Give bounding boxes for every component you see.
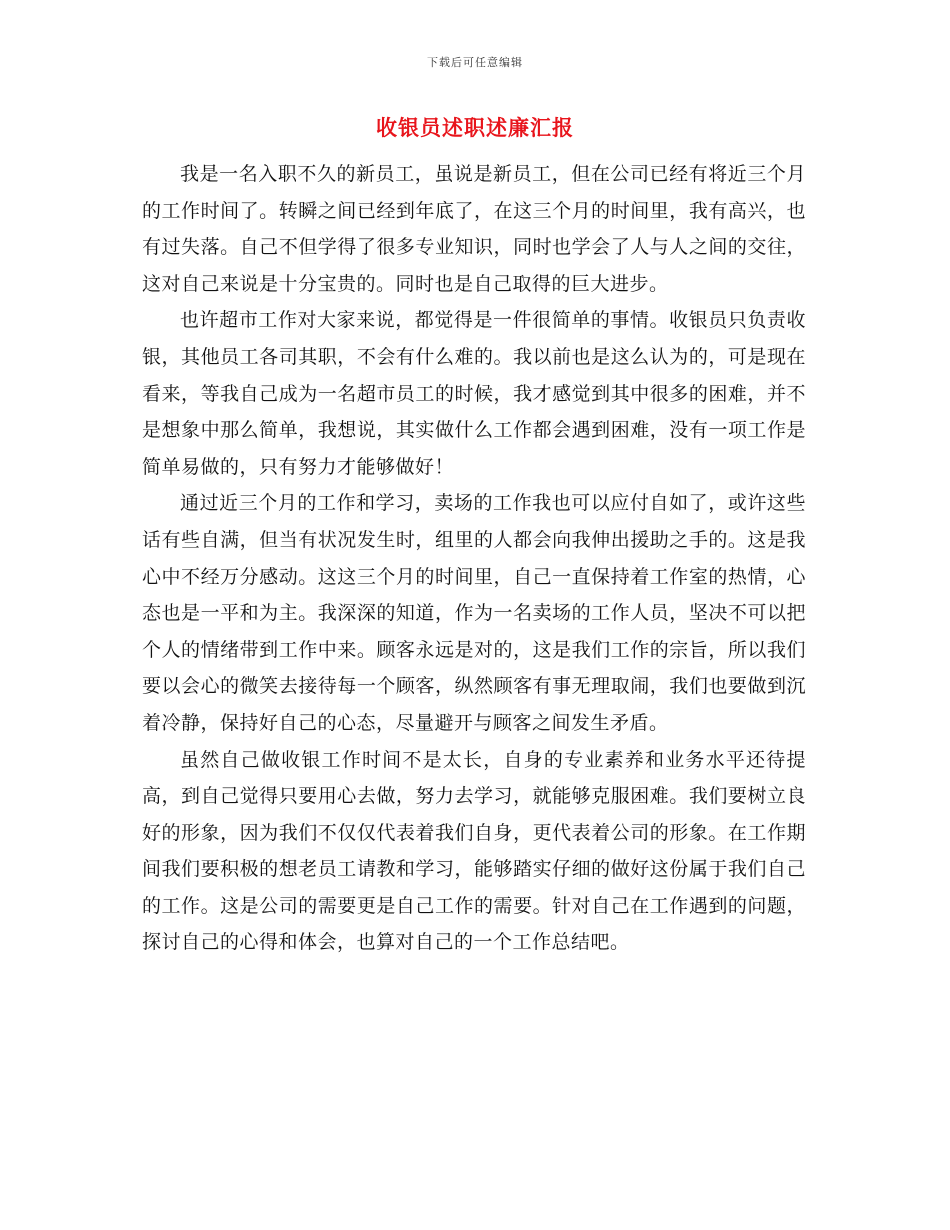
document-title: 收银员述职述廉汇报	[376, 115, 574, 140]
document-body	[142, 156, 806, 961]
paragraph: 我是一名入职不久的新员工，虽说是新员工，但在公司已经有将近三个月的工作时间了。转瞬之间已经到年底了，在这三个月的时间里，我有高兴，也有过失落。自己不但学得了很多专业知识，同时也学会了人与人之间的交往，这对自己来说是十分宝贵的。同时也是自己取得的巨大进步。	[142, 163, 806, 295]
header-note: 下载后可任意编辑	[427, 56, 523, 69]
paragraph: 虽然自己做收银工作时间不是太长，自身的专业素养和业务水平还待提高，到自己觉得只要用心去做，努力去学习，就能够克服困难。我们要树立良好的形象，因为我们不仅仅代表着我们自身，更代表着公司的形象。在工作期间我们要积极的想老员工请教和学习，能够踏实仔细的做好这份属于我们自己的工作。这是公司的需要更是自己工作的需要。针对自己在工作遇到的问题，探讨自己的心得和体会，也算对自己的一个工作总结吧。	[142, 748, 806, 954]
paragraph: 通过近三个月的工作和学习，卖场的工作我也可以应付自如了，或许这些话有些自满，但当有状况发生时，组里的人都会向我伸出援助之手的。这是我心中不经万分感动。这这三个月的时间里，自己一直保持着工作室的热情，心态也是一平和为主。我深深的知道，作为一名卖场的工作人员，坚决不可以把个人的情绪带到工作中来。顾客永远是对的，这是我们工作的宗旨，所以我们要以会心的微笑去接待每一个顾客，纵然顾客有事无理取闹，我们也要做到沉着冷静，保持好自己的心态，尽量避开与顾客之间发生矛盾。	[142, 492, 806, 734]
paragraph: 也许超市工作对大家来说，都觉得是一件很简单的事情。收银员只负责收银，其他员工各司其职，不会有什么难的。我以前也是这么认为的，可是现在看来，等我自己成为一名超市员工的时候，我才感觉到其中很多的困难，并不是想象中那么简单，我想说，其实做什么工作都会遇到困难，没有一项工作是简单易做的，只有努力才能够做好！	[142, 309, 806, 478]
